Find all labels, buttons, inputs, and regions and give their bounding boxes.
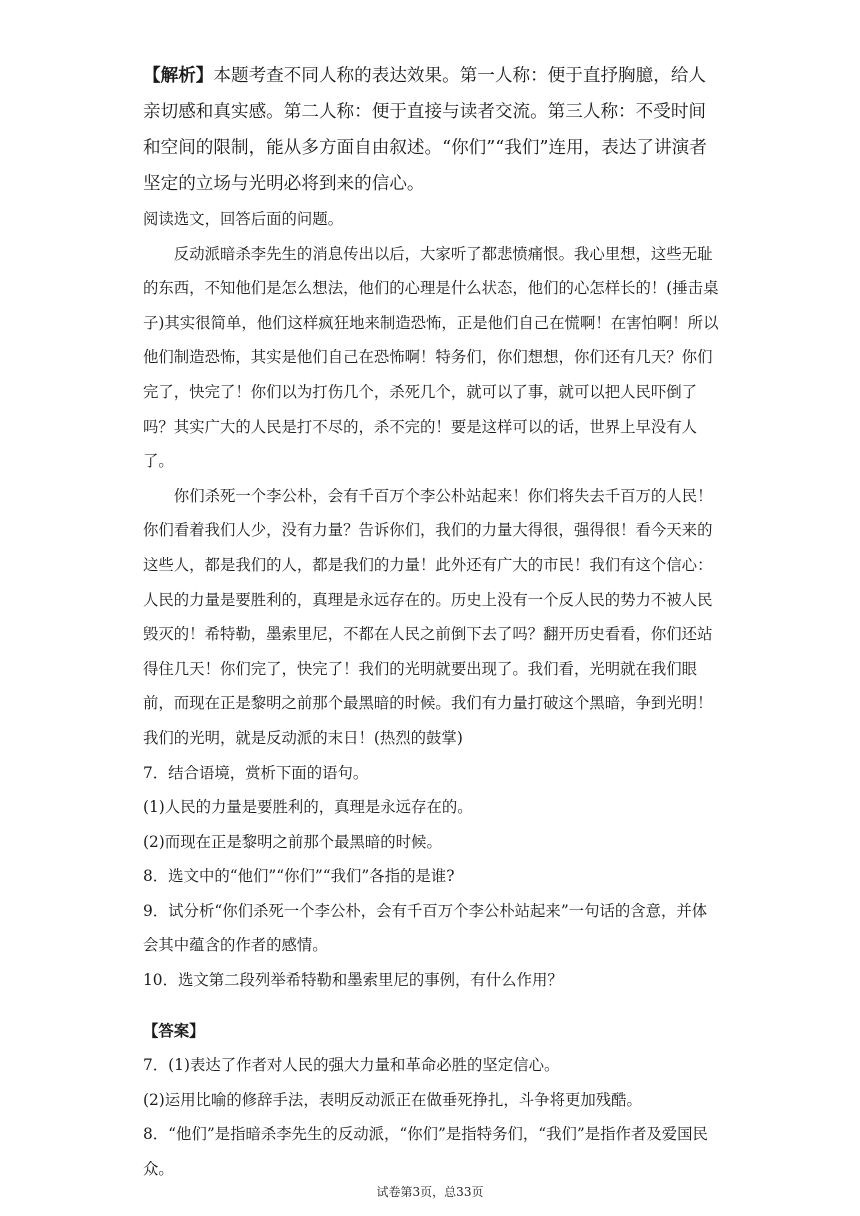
reading-instruction: 阅读选文，回答后面的问题。 — [143, 210, 344, 228]
question-7-1: (1)人民的力量是要胜利的，真理是永远存在的。 — [143, 798, 473, 817]
question-9: 9．试分析“你们杀死一个李公朴，会有千百万个李公朴站起来”一句话的含意，并体会其中蕴含的作者的感情。 — [143, 901, 708, 955]
answer-label: 【答案】 — [143, 1021, 205, 1040]
answer-7-1: 7．(1)表达了作者对人民的强大力量和革命必胜的坚定信心。 — [143, 1056, 560, 1075]
analysis-label: 【解析】 — [143, 65, 214, 86]
page-footer: 试卷第3页，总33页 — [376, 1185, 484, 1199]
passage-paragraph-2: 你们杀死一个李公朴，会有千百万个李公朴站起来！你们将失去千百万的人民！你们看着我们人少，没有力量？告诉你们，我们的力量大得很，强得很！看今天来的这些人，都是我们的人，都是我们的力量！此外还有广大的市民！我们有这个信心：人民的力量是要胜利的，真理是永远存在的。历史上没有一个反人民的势力不被人民毁灭的！希特勒，墨索里尼，不都在人民之前倒下去了吗？翻开历史看看，你们还站得住几天！你们完了，快完了！我们的光明就要出现了。我们看，光明就在我们眼前，而现在正是黎明之前那个最黑暗的时候。我们有力量打破这个黑暗，争到光明！我们的光明，就是反动派的末日！(热烈的鼓掌) — [143, 486, 713, 747]
analysis-paragraph — [143, 58, 719, 202]
answer-8: 8．“他们”是指暗杀李先生的反动派，“你们”是指特务们，“我们”是指作者及爱国民众。 — [143, 1125, 708, 1179]
question-10: 10．选文第二段列举希特勒和墨索里尼的事例，有什么作用？ — [143, 971, 563, 990]
question-7-2: (2)而现在正是黎明之前那个最黑暗的时候。 — [143, 832, 442, 851]
passage-paragraph-1: 反动派暗杀李先生的消息传出以后，大家听了都悲愤痛恨。我心里想，这些无耻的东西，不知他们是怎么想法，他们的心理是什么状态，他们的心怎样长的！(捶击桌子)其实很简单，他们这样疯狂地来制造恐怖，正是他们自己在慌啊！在害怕啊！所以他们制造恐怖，其实是他们自己在恐怖啊！特务们，你们想想，你们还有几天？你们完了，快完了！你们以为打伤几个，杀死几个，就可以了事，就可以把人民吓倒了吗？其实广大的人民是打不尽的，杀不完的！要是这样可以的话，世界上早没有人了。 — [143, 244, 719, 471]
document-page — [143, 58, 719, 1187]
question-7: 7．结合语境，赏析下面的语句。 — [143, 763, 369, 782]
section-gap — [143, 998, 719, 1014]
analysis-text: 本题考查不同人称的表达效果。第一人称：便于直抒胸臆，给人亲切感和真实感。第二人称：便于直接与读者交流。第三人称：不受时间和空间的限制，能从多方面自由叙述。“你们”“我们”连用，表达了讲演者坚定的立场与光明必将到来的信心。 — [143, 66, 707, 194]
answer-7-2: (2)运用比喻的修辞手法，表明反动派正在做垂死挣扎，斗争将更加残酷。 — [143, 1090, 642, 1109]
question-8: 8．选文中的“他们”“你们”“我们”各指的是谁? — [143, 867, 455, 886]
